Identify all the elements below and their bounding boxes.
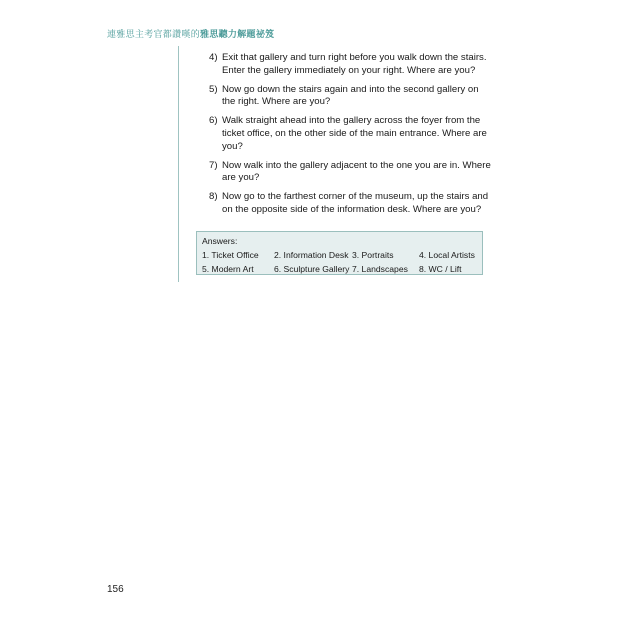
question-text: Now walk into the gallery adjacent to the one you are in. Where are you? (222, 159, 491, 184)
answer-item: 2. Information Desk (274, 250, 349, 260)
question-text: Now go to the farthest corner of the museum, up the stairs and on the opposite side of the information desk. Where are you? (222, 191, 489, 215)
answer-item: 6. Sculpture Gallery (274, 264, 350, 274)
answers-box (196, 231, 483, 275)
question-number: 4) (209, 52, 218, 63)
answer-item: 7. Landscapes (352, 264, 408, 274)
margin-rule (178, 46, 179, 282)
answer-item: 4. Local Artists (419, 250, 475, 260)
question-number: 7) (209, 159, 218, 171)
question-number: 5) (209, 83, 218, 95)
answer-item: 8. WC / Lift (419, 264, 462, 274)
answer-item: 1. Ticket Office (202, 250, 259, 260)
running-header-prefix: 連雅思主考官都讚嘆的 (107, 29, 201, 39)
question-item (209, 52, 494, 78)
question-text: Exit that gallery and turn right before you walk down the stairs. Enter the gallery immediately on your right. Where are you? (222, 52, 487, 76)
question-list (209, 52, 494, 223)
answer-item: 5. Modern Art (202, 264, 254, 274)
question-number: 6) (209, 115, 218, 127)
answer-item: 3. Portraits (352, 250, 394, 260)
question-item (209, 160, 494, 186)
question-item (209, 84, 494, 110)
question-text: Walk straight ahead into the gallery across the foyer from the ticket office, on the other side of the main entrance. Where are you? (222, 115, 487, 152)
question-item (209, 191, 494, 217)
question-item (209, 115, 494, 153)
answers-title: Answers: (202, 236, 238, 246)
running-header (107, 27, 274, 40)
page-number: 156 (107, 584, 124, 595)
running-header-title: 雅思聽力解題祕笈 (200, 29, 275, 39)
question-text: Now go down the stairs again and into the second gallery on the right. Where are you? (222, 83, 479, 108)
question-number: 8) (209, 191, 218, 203)
